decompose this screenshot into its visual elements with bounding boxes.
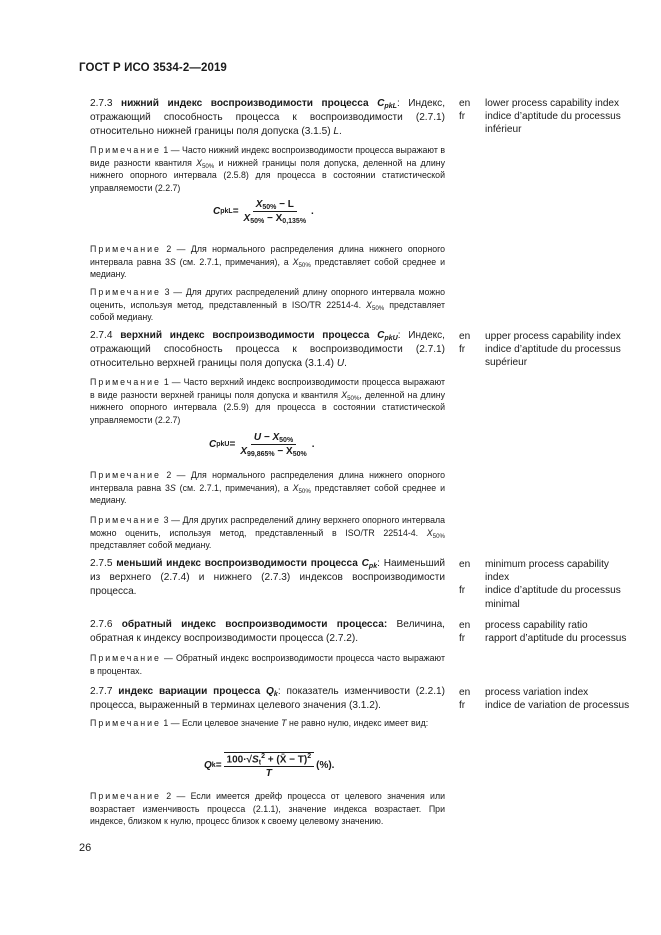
- term-symbol: $C_{pk}$: [361, 558, 378, 571]
- term-symbol: $Q_k$: [266, 686, 278, 699]
- translation-fr: fr indice d’aptitude du processus minimal: [459, 585, 621, 610]
- term-2-7-7-note-1: Примечание 1 — Если целевое значение T не равно нулю, индекс имеет вид:: [90, 718, 429, 728]
- term-number: 2.7.4: [90, 330, 113, 341]
- term-2-7-6-note: Примечание — Обратный индекс воспроизводимости процесса часто выражают в процентах.: [90, 653, 445, 676]
- formula-cpkl: C pkL = $\frac{X_{50\%} - L}{X_{50\%} - X_{0,135\%}}$ .: [213, 199, 314, 226]
- translation-en: en upper process capability index: [459, 331, 621, 342]
- term-number: 2.7.5: [90, 558, 113, 569]
- translation-fr: fr rapport d’aptitude du processus: [459, 633, 627, 645]
- term-title: нижний индекс воспроизводимости процесса: [120, 98, 369, 109]
- term-title: индекс вариации процесса: [118, 686, 261, 697]
- term-title: верхний индекс воспроизводимости процесса: [120, 330, 370, 341]
- term-2-7-3-definition: 2.7.3 нижний индекс воспроизводимости процесса $C_{pkL}$: Индекс, отражающий способность процесса к воспроизводимости (2.7.1) относительно нижней границы поля допуска (3.1.5) L.: [90, 98, 446, 138]
- term-number: 2.7.6: [90, 619, 113, 630]
- term-symbol: $C_{pkL}$: [377, 98, 397, 111]
- term-2-7-3-note-3: Примечание 3 — Для других распределений длину опорного интервала можно оценить, используя метод, представленный в ISO/TR 22514-4. $X_{50\%}$ представляет собой медиану.: [90, 287, 445, 323]
- term-2-7-4-note-3: Примечание 3 — Для других распределений длину верхнего опорного интервала можно оценить, используя метод, представленный в ISO/TR 22514-4. $X_{50\%}$ представляет собой медиану.: [90, 515, 445, 551]
- translation-fr: fr indice de variation de processus: [459, 700, 630, 712]
- translation-en: en lower process capability index: [459, 98, 620, 109]
- term-2-7-5-definition: 2.7.5 меньший индекс воспроизводимости процесса $C_{pk}$: Наименьший из верхнего (2.7.4) и нижнего (2.7.3) индексов воспроизводимости процесса.: [90, 558, 445, 598]
- page-number: 26: [79, 842, 92, 854]
- term-2-7-4-note-1: Примечание 1 — Часто верхний индекс воспроизводимости процесса выражают в виде разности верхней границы поля допуска и квантиля $X_{50\%}$, деленной на длину нижнего опорного интервала (2.5.9) для процесса в состоянии статистической управляемости (2.2.7): [90, 377, 445, 425]
- term-2-7-3-note-1: Примечание 1 — Часто нижний индекс воспроизводимости процесса выражают в виде разности квантиля $X_{50\%}$ и нижней границы поля допуска, деленной на длину нижнего опорного интервала (2.5.8) для процесса в состоянии статистической управляемости (2.2.7): [90, 145, 445, 193]
- term-symbol: $C_{pkU}$: [377, 330, 398, 343]
- formula-cpku: C pkU = $\frac{U - X_{50\%}}{X_{99,865\%} - X_{50\%}}$ .: [209, 432, 315, 459]
- term-2-7-7-definition: 2.7.7 индекс вариации процесса $Q_k$: показатель изменчивости (2.2.1) процесса, выраженный в терминах целевого значения (3.1.2).: [90, 686, 445, 712]
- translation-en: en process capability ratio: [459, 620, 588, 631]
- term-number: 2.7.7: [90, 686, 113, 697]
- document-header: ГОСТ Р ИСО 3534-2—2019: [79, 62, 227, 74]
- formula-qk: Q k = $\frac{100\cdot√S_t^2 + (X̄ - T)^2}{T}$ (%).: [204, 753, 335, 780]
- translation-en: en minimum process capability index: [459, 559, 609, 584]
- translation-fr: fr indice d’aptitude du processus inférieur: [459, 111, 621, 136]
- term-2-7-3-note-2: Примечание 2 — Для нормального распределения длина нижнего опорного интервала равна 3S (см. 2.7.1, примечания), а $X_{50\%}$ представляет собой среднее и медиану.: [90, 244, 446, 280]
- term-2-7-5-translations: [459, 558, 635, 611]
- term-2-7-3-translations: [459, 97, 635, 137]
- term-2-7-6-translations: [459, 619, 635, 645]
- translation-fr: fr indice d’aptitude du processus supérieur: [459, 344, 621, 369]
- term-title: меньший индекс воспроизводимости процесса: [116, 558, 358, 569]
- term-2-7-7-note-2: Примечание 2 — Если имеется дрейф процесса от целевого значения или возрастает изменчивость процесса (2.1.1), значение индекса возрастает. При индексе, близком к нулю, процесс близок к своему целевому значению.: [90, 791, 445, 827]
- term-2-7-4-translations: [459, 330, 635, 370]
- term-2-7-7-translations: [459, 686, 635, 712]
- term-title: обратный индекс воспроизводимости процесса:: [121, 619, 388, 630]
- term-2-7-6-definition: 2.7.6 обратный индекс воспроизводимости процесса: Величина, обратная к индексу воспроизводимости процесса (2.7.2).: [90, 619, 445, 645]
- term-number: 2.7.3: [90, 98, 113, 109]
- translation-en: en process variation index: [459, 687, 589, 698]
- term-2-7-4-definition: 2.7.4 верхний индекс воспроизводимости процесса $C_{pkU}$: Индекс, отражающий способность процесса к воспроизводимости (2.7.1) относительно верхней границы поля допуска (3.1.4) U.: [90, 330, 445, 370]
- term-2-7-4-note-2: Примечание 2 — Для нормального распределения длина нижнего опорного интервала равна 3S (см. 2.7.1, примечания), а $X_{50\%}$ представляет собой среднее и медиану.: [90, 470, 446, 506]
